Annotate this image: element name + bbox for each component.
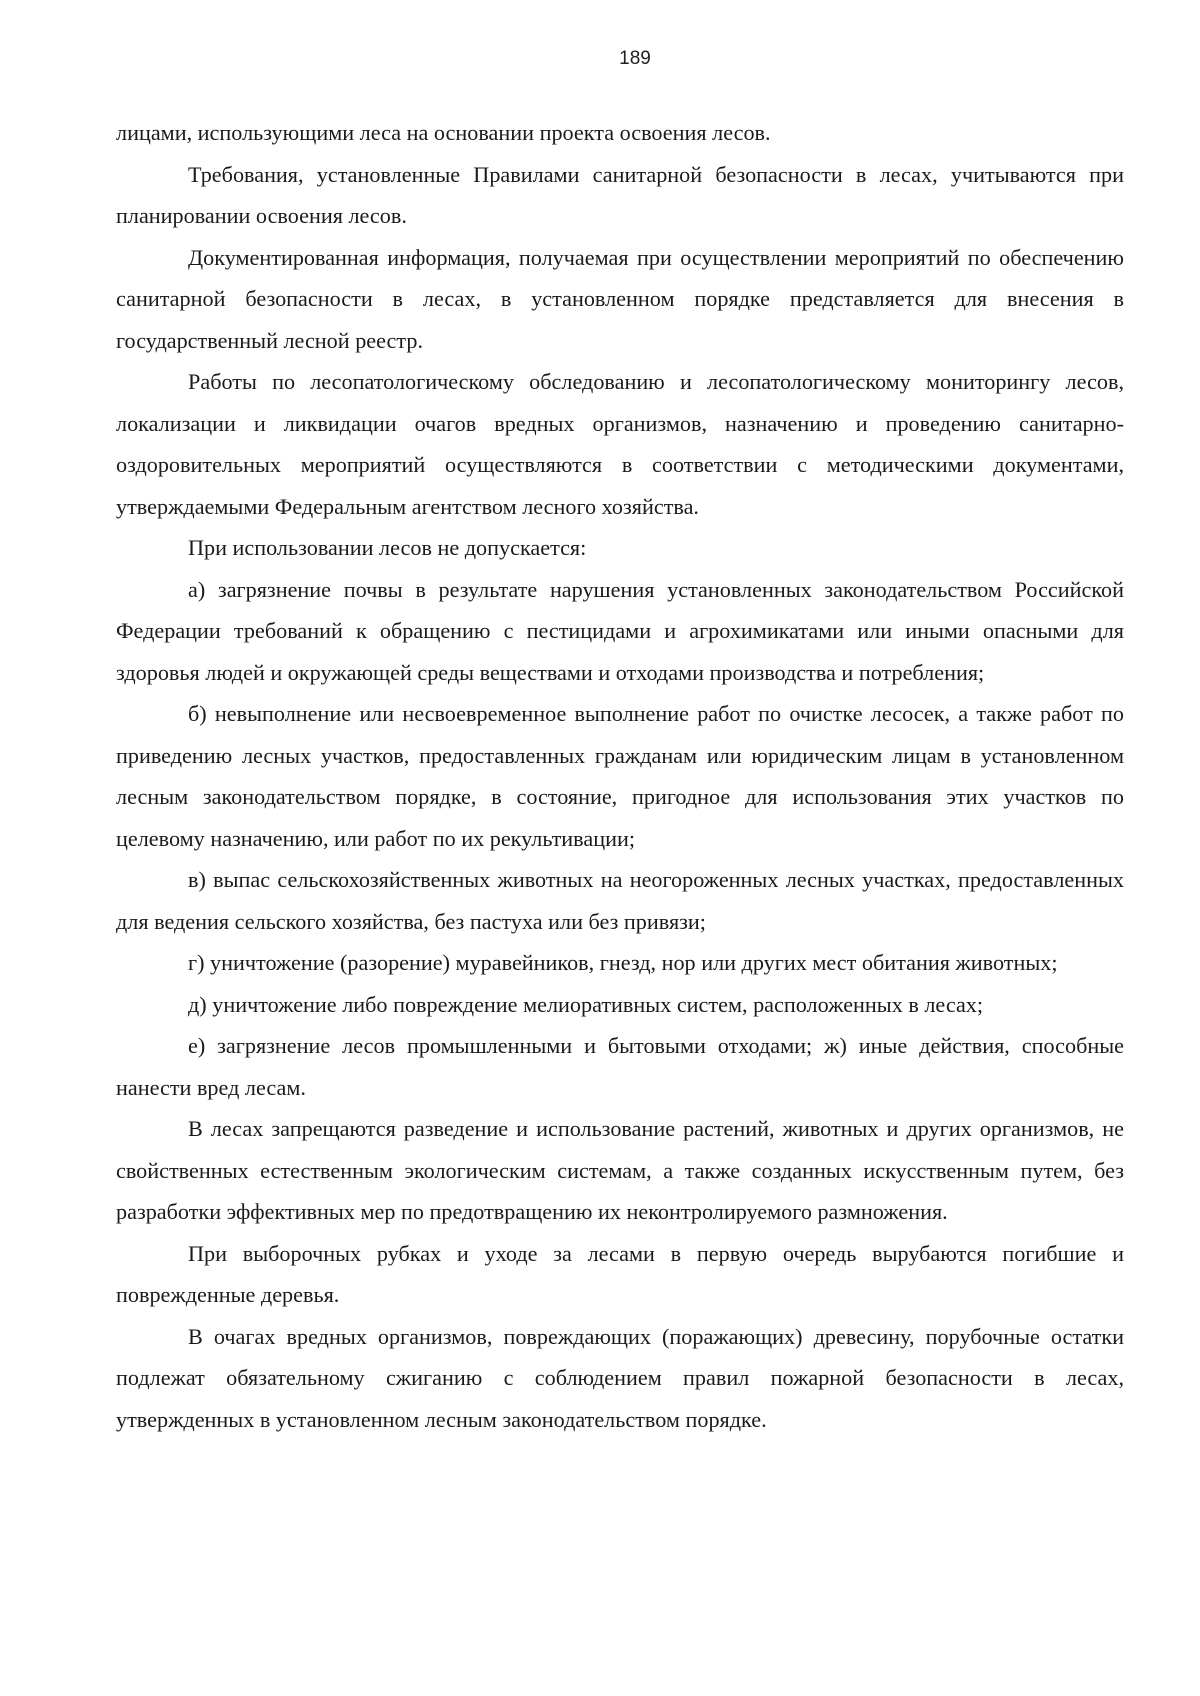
- paragraph: При выборочных рубках и уходе за лесами в первую очередь вырубаются погибшие и поврежденные деревья.: [116, 1240, 1124, 1307]
- list-item: а) загрязнение почвы в результате нарушения установленных законодательством Российской Федерации требований к обращению с пестицидами и агрохимикатами или иными опасными для здоровья людей и окружающей среды веществами и отходами производства и потребления;: [116, 576, 1124, 685]
- list-item: г) уничтожение (разорение) муравейников, гнезд, нор или других мест обитания животных;: [188, 950, 1058, 975]
- list-item: е) загрязнение лесов промышленными и бытовыми отходами; ж) иные действия, способные нанести вред лесам.: [116, 1033, 1124, 1100]
- paragraph-continuation: лицами, использующими леса на основании проекта освоения лесов.: [116, 120, 771, 145]
- paragraph: При использовании лесов не допускается:: [188, 535, 587, 560]
- page-number: 189: [619, 48, 651, 69]
- list-item: б) невыполнение или несвоевременное выполнение работ по очистке лесосек, а также работ по приведению лесных участков, предоставленных гражданам или юридическим лицам в установленном лесным законодательством порядке, в состояние, пригодное для использования этих участков по целевому назначению, или работ по их рекультивации;: [116, 701, 1124, 851]
- paragraph: В очагах вредных организмов, повреждающих (поражающих) древесину, порубочные остатки подлежат обязательному сжиганию с соблюдением правил пожарной безопасности в лесах, утвержденных в установленном лесным законодательством порядке.: [116, 1323, 1124, 1432]
- paragraph: Документированная информация, получаемая при осуществлении мероприятий по обеспечению санитарной безопасности в лесах, в установленном порядке представляется для внесения в государственный лесной реестр.: [116, 244, 1124, 353]
- paragraph: В лесах запрещаются разведение и использование растений, животных и других организмов, не свойственных естественным экологическим системам, а также созданных искусственным путем, без разработки эффективных мер по предотвращению их неконтролируемого размножения.: [116, 1116, 1124, 1224]
- paragraph: Требования, установленные Правилами санитарной безопасности в лесах, учитываются при планировании освоения лесов.: [116, 161, 1124, 228]
- list-item: д) уничтожение либо повреждение мелиоративных систем, расположенных в лесах;: [188, 991, 984, 1017]
- document-body: [116, 112, 1124, 1440]
- list-item: в) выпас сельскохозяйственных животных на неогороженных лесных участках, предоставленных для ведения сельского хозяйства, без пастуха или без привязи;: [116, 867, 1124, 934]
- paragraph: Работы по лесопатологическому обследованию и лесопатологическому мониторингу лесов, локализации и ликвидации очагов вредных организмов, назначению и проведению санитарно-оздоровительных мероприятий осуществляются в соответствии с методическими документами, утверждаемыми Федеральным агентством лесного хозяйства.: [116, 369, 1124, 519]
